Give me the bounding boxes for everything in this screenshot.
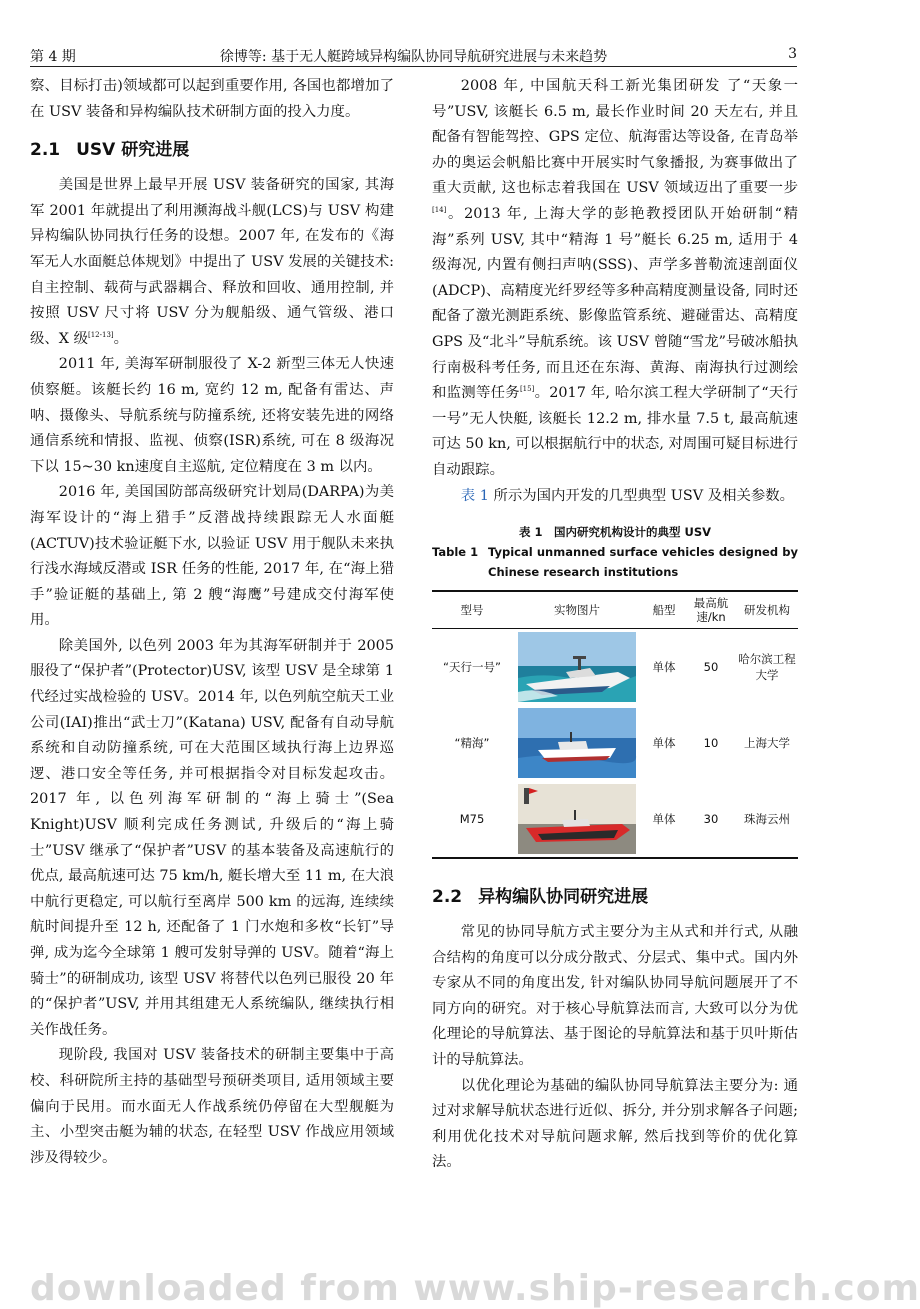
cell-speed: 10 <box>703 736 719 751</box>
paragraph-text: 。2013 年, 上海大学的彭艳教授团队开始研制“精海”系列 USV, 其中“精海 1 号”艇长 6.25 m, 适用于 4 级海况, 内置有侧扫声呐(SSS)、声学多普勒流速剖面仪(ADCP)、高精度光纤罗经等多种高精度测量设备, 同时还配备了激光测距系统、影像监管系统、避碰雷达、高精度 GPS 及“北斗”导航系统。该 USV 曾随“雪龙”号破冰船执行南极科考任务, 而且还在东海、黄海、南海执行过测绘和监测等任务 <box>432 205 798 402</box>
paragraph-text: 所示为国内开发的几型典型 USV 及相关参数。 <box>488 487 795 504</box>
paragraph: 察、目标打击)领域都可以起到重要作用, 各国也都增加了在 USV 装备和异构编队技术研制方面的投入力度。 <box>30 78 394 120</box>
col-header-speed: 最高航速/kn <box>693 596 729 625</box>
paragraph: 2016 年, 美国国防部高级研究计划局(DARPA)为美海军设计的“海上猎手”反潜战持续跟踪无人水面艇(ACTUV)技术验证艇下水, 以验证 USV 用于舰队未来执行浅水海域反潜或 ISR 任务的性能, 2017 年, 在“海上猎手”验证艇的基础上, 第 2 艘“海鹰”号建成交付海军使用。 <box>30 484 394 629</box>
paragraph-text: 2008 年, 中国航天科工新光集团研发 了“天象一号”USV, 该艇长 6.5 m, 最长作业时间 20 天左右, 并且配备有智能驾控、GPS 定位、航海雷达等设备, 在青岛举办的奥运会帆船比赛中开展实时气象播报, 为赛事做出了重大贡献, 这也标志着我国在 USV 领域迈出了重要一步 <box>432 78 798 197</box>
paragraph-text: 。 <box>113 330 129 347</box>
cell-hull: 单体 <box>652 660 676 675</box>
issue-number: 第 4 期 <box>30 49 76 65</box>
paragraph-text: 。2017 年, 哈尔滨工程大学研制了“天行一号”无人快艇, 该艇长 12.2 m, 排水量 7.5 t, 最高航速可达 50 kn, 可以根据航行中的状态, 对周围可疑目标进行自动跟踪。 <box>432 385 798 478</box>
paragraph <box>432 74 798 484</box>
col-header-org: 研发机构 <box>744 603 790 618</box>
table-caption-cn: 表 1 国内研究机构设计的典型 USV <box>518 525 712 540</box>
left-column <box>30 74 394 1171</box>
table-link[interactable]: 表 1 <box>460 487 489 504</box>
paragraph: 以优化理论为基础的编队协同导航算法主要分为: 通过对求解导航状态进行近似、拆分, 并分别求解各子问题; 利用优化技术对导航问题求解, 然后找到等价的优化算法。 <box>432 1077 798 1171</box>
cell-photo <box>512 705 642 781</box>
cell-hull: 单体 <box>652 812 676 827</box>
table-caption-text: Typical unmanned surface vehicles designed by Chinese research institutions <box>488 545 798 580</box>
cell-model: “天行一号” <box>443 660 501 675</box>
section-title: 异构编队协同研究进展 <box>478 887 649 908</box>
section-heading-2-1 <box>30 138 394 162</box>
table-row <box>432 781 798 858</box>
usv-photo-tianxing <box>518 632 636 702</box>
running-title: 徐博等: 基于无人艇跨域异构编队协同导航研究进展与未来趋势 <box>219 49 608 65</box>
section-number: 2.2 <box>432 887 463 908</box>
table-row <box>432 629 798 706</box>
cell-speed: 50 <box>703 660 719 675</box>
cell-org: 哈尔滨工程大学 <box>738 652 796 683</box>
table-header-row <box>432 591 798 629</box>
paragraph: 常见的协同导航方式主要分为主从式和并行式, 从融合结构的角度可以分成分散式、分层式、集中式。国内外专家从不同的角度出发, 针对编队协同导航问题展开了不同方向的研究。对于核心导航算法而言, 大致可以分为优化理论的导航算法、基于图论的导航算法和基于贝叶斯估计的导航算法。 <box>432 924 798 1069</box>
running-header <box>30 44 797 67</box>
cell-hull: 单体 <box>652 736 676 751</box>
paragraph: 2011 年, 美海军研制服役了 X-2 新型三体无人快速侦察艇。该艇长约 16 m, 宽约 12 m, 配备有雷达、声呐、摄像头、导航系统与防撞系统, 还将安装先进的网络通信系统和情报、监视、侦察(ISR)系统, 可在 8 级海况下以 15~30 kn速度自主巡航, 定位精度在 3 m 以内。 <box>30 356 394 475</box>
paragraph <box>30 173 394 352</box>
citation[interactable]: [14] <box>432 205 447 214</box>
cell-photo <box>512 781 642 858</box>
section-number: 2.1 <box>30 140 61 161</box>
download-watermark: downloaded from www.ship-research.com <box>30 1268 920 1309</box>
cell-org: 珠海云州 <box>744 812 790 827</box>
cell-speed: 30 <box>703 812 719 827</box>
paragraph: 除美国外, 以色列 2003 年为其海军研制并于 2005 服役了“保护者”(Protector)USV, 该型 USV 是全球第 1 代经过实战检验的 USV。2014 年, 以色列航空航天工业公司(IAI)推出“武士刀”(Katana) USV, 配备有自动导航系统和自动防撞系统, 可在大范围区域执行海上边界巡逻、港口安全等任务, 并可根据指令对目标发起攻击。2017 年, 以色列海军研制的“海上骑士”(Sea Knight)USV 顺利完成任务测试, 升级后的“海上骑士”USV 继承了“保护者”USV 的基本装备及高速航行的优点, 最高航速可达 75 km/h, 艇长增大至 11 m, 在大浪中航行更稳定, 可以航行至离岸 500 km 的远海, 连续续航时间提升至 12 h, 还配备了 1 门水炮和多枚“长钉”导弹, 成为迄今全球第 1 艘可发射导弹的 USV。随着“海上骑士”的研制成功, 该型 USV 将替代以色列已服役 20 年的“保护者”USV, 并用其组建无人系统编队, 继续执行相关作战任务。 <box>30 637 394 1038</box>
paragraph-text: 美国是世界上最早开展 USV 装备研究的国家, 其海军 2001 年就提出了利用濒海战斗舰(LCS)与 USV 构建异构编队协同执行任务的设想。2007 年, 在发布的《海军无人水面艇总体规划》中提出了 USV 发展的关键技术: 自主控制、载荷与武器耦合、释放和回收、通用控制, 并按照 USV 尺寸将 USV 分为舰船级、通气管级、港口级、X 级 <box>30 177 394 347</box>
cell-org: 上海大学 <box>744 736 790 751</box>
usv-photo-m75 <box>518 784 636 854</box>
right-column <box>432 74 798 1176</box>
usv-table <box>432 590 798 859</box>
citation[interactable]: [15] <box>519 385 535 394</box>
paragraph <box>432 484 798 510</box>
table-row <box>432 705 798 781</box>
section-title: USV 研究进展 <box>76 140 190 161</box>
col-header-hull: 船型 <box>652 603 676 618</box>
col-header-model: 型号 <box>460 603 484 618</box>
cell-model: M75 <box>459 812 485 827</box>
section-heading-2-2 <box>432 885 798 909</box>
page-number: 3 <box>788 46 797 62</box>
table-label: Table 1 <box>432 545 479 560</box>
col-header-photo: 实物图片 <box>554 603 600 618</box>
cell-photo <box>512 629 642 706</box>
usv-photo-jinghai <box>518 708 636 778</box>
citation[interactable]: [12-13] <box>88 330 114 339</box>
table-caption-en <box>432 542 798 582</box>
paragraph: 现阶段, 我国对 USV 装备技术的研制主要集中于高校、科研院所主持的基础型号预研类项目, 适用领域主要偏向于民用。而水面无人作战系统仍停留在大型舰艇为主、小型突击艇为辅的状态, 在轻型 USV 作战应用领域涉及得较少。 <box>30 1047 394 1166</box>
cell-model: “精海” <box>454 736 490 751</box>
